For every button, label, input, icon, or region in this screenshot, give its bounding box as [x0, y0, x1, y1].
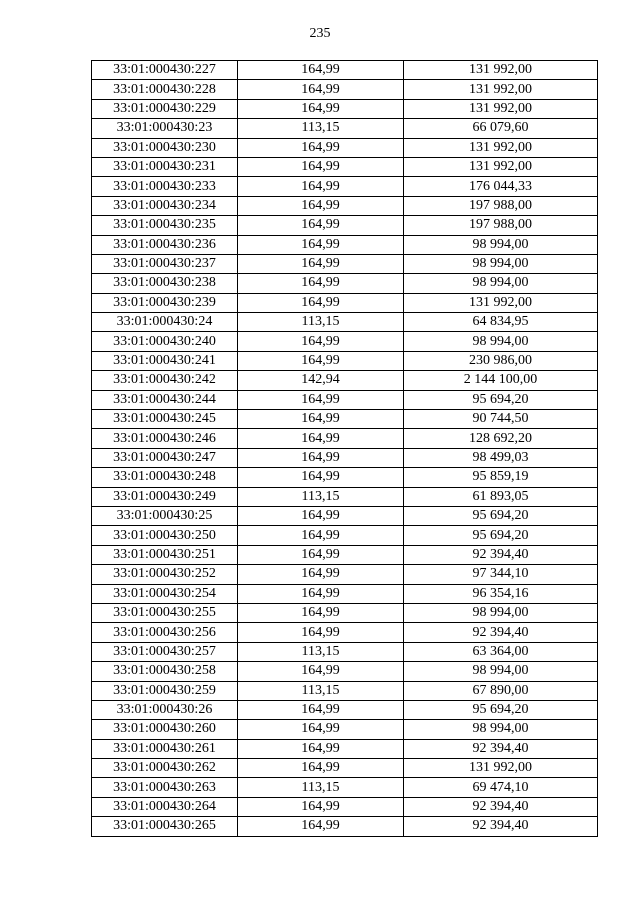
value-cell: 131 992,00 — [404, 80, 598, 99]
value-cell: 92 394,40 — [404, 817, 598, 836]
value-cell: 131 992,00 — [404, 138, 598, 157]
table-row — [92, 623, 598, 642]
value-cell: 131 992,00 — [404, 759, 598, 778]
cadastral-number-cell: 33:01:000430:257 — [92, 642, 238, 661]
rate-cell: 113,15 — [238, 487, 404, 506]
value-cell: 63 364,00 — [404, 642, 598, 661]
table-row — [92, 487, 598, 506]
cadastral-number-cell: 33:01:000430:23 — [92, 119, 238, 138]
value-cell: 92 394,40 — [404, 739, 598, 758]
table-row — [92, 759, 598, 778]
table-row — [92, 61, 598, 80]
table-row — [92, 681, 598, 700]
rate-cell: 164,99 — [238, 254, 404, 273]
value-cell: 95 694,20 — [404, 390, 598, 409]
table-row — [92, 235, 598, 254]
cadastral-number-cell: 33:01:000430:256 — [92, 623, 238, 642]
rate-cell: 164,99 — [238, 526, 404, 545]
page-number: 235 — [309, 26, 331, 41]
value-cell: 176 044,33 — [404, 177, 598, 196]
cadastral-number-cell: 33:01:000430:230 — [92, 138, 238, 157]
value-cell: 69 474,10 — [404, 778, 598, 797]
table-row — [92, 506, 598, 525]
table-row — [92, 351, 598, 370]
table-row — [92, 584, 598, 603]
cadastral-number-cell: 33:01:000430:231 — [92, 157, 238, 176]
rate-cell: 164,99 — [238, 351, 404, 370]
value-cell: 131 992,00 — [404, 293, 598, 312]
cadastral-number-cell: 33:01:000430:240 — [92, 332, 238, 351]
cadastral-number-cell: 33:01:000430:229 — [92, 99, 238, 118]
cadastral-number-cell: 33:01:000430:261 — [92, 739, 238, 758]
value-cell: 98 994,00 — [404, 662, 598, 681]
cadastral-number-cell: 33:01:000430:247 — [92, 448, 238, 467]
rate-cell: 164,99 — [238, 468, 404, 487]
cadastral-number-cell: 33:01:000430:262 — [92, 759, 238, 778]
table-row — [92, 119, 598, 138]
cadastral-number-cell: 33:01:000430:246 — [92, 429, 238, 448]
rate-cell: 142,94 — [238, 371, 404, 390]
cadastral-number-cell: 33:01:000430:239 — [92, 293, 238, 312]
data-table — [91, 60, 598, 837]
table-row — [92, 603, 598, 622]
rate-cell: 164,99 — [238, 603, 404, 622]
table-row — [92, 700, 598, 719]
cadastral-number-cell: 33:01:000430:25 — [92, 506, 238, 525]
value-cell: 66 079,60 — [404, 119, 598, 138]
cadastral-number-cell: 33:01:000430:263 — [92, 778, 238, 797]
value-cell: 98 994,00 — [404, 720, 598, 739]
rate-cell: 164,99 — [238, 80, 404, 99]
rate-cell: 164,99 — [238, 293, 404, 312]
table-row — [92, 739, 598, 758]
value-cell: 197 988,00 — [404, 196, 598, 215]
rate-cell: 164,99 — [238, 759, 404, 778]
cadastral-number-cell: 33:01:000430:24 — [92, 313, 238, 332]
value-cell: 97 344,10 — [404, 565, 598, 584]
value-cell: 95 694,20 — [404, 526, 598, 545]
table-row — [92, 332, 598, 351]
value-cell: 61 893,05 — [404, 487, 598, 506]
value-cell: 230 986,00 — [404, 351, 598, 370]
cadastral-number-cell: 33:01:000430:236 — [92, 235, 238, 254]
table-row — [92, 99, 598, 118]
table-row — [92, 390, 598, 409]
table-row — [92, 720, 598, 739]
table-row — [92, 216, 598, 235]
rate-cell: 164,99 — [238, 196, 404, 215]
table-row — [92, 371, 598, 390]
value-cell: 131 992,00 — [404, 157, 598, 176]
cadastral-number-cell: 33:01:000430:26 — [92, 700, 238, 719]
table-row — [92, 565, 598, 584]
rate-cell: 113,15 — [238, 119, 404, 138]
rate-cell: 113,15 — [238, 778, 404, 797]
value-cell: 92 394,40 — [404, 545, 598, 564]
table-row — [92, 662, 598, 681]
cadastral-number-cell: 33:01:000430:254 — [92, 584, 238, 603]
table-row — [92, 157, 598, 176]
value-cell: 95 859,19 — [404, 468, 598, 487]
table-row — [92, 138, 598, 157]
cadastral-number-cell: 33:01:000430:233 — [92, 177, 238, 196]
table-row — [92, 429, 598, 448]
table-row — [92, 797, 598, 816]
value-cell: 98 499,03 — [404, 448, 598, 467]
cadastral-number-cell: 33:01:000430:252 — [92, 565, 238, 584]
rate-cell: 164,99 — [238, 410, 404, 429]
rate-cell: 164,99 — [238, 448, 404, 467]
rate-cell: 164,99 — [238, 700, 404, 719]
rate-cell: 164,99 — [238, 61, 404, 80]
table-body — [92, 61, 598, 837]
rate-cell: 164,99 — [238, 506, 404, 525]
cadastral-number-cell: 33:01:000430:255 — [92, 603, 238, 622]
value-cell: 128 692,20 — [404, 429, 598, 448]
cadastral-number-cell: 33:01:000430:258 — [92, 662, 238, 681]
rate-cell: 164,99 — [238, 216, 404, 235]
table-row — [92, 177, 598, 196]
cadastral-number-cell: 33:01:000430:244 — [92, 390, 238, 409]
cadastral-number-cell: 33:01:000430:235 — [92, 216, 238, 235]
cadastral-number-cell: 33:01:000430:265 — [92, 817, 238, 836]
cadastral-number-cell: 33:01:000430:264 — [92, 797, 238, 816]
table-row — [92, 468, 598, 487]
value-cell: 98 994,00 — [404, 235, 598, 254]
cadastral-number-cell: 33:01:000430:234 — [92, 196, 238, 215]
table-row — [92, 448, 598, 467]
table-row — [92, 274, 598, 293]
rate-cell: 164,99 — [238, 545, 404, 564]
rate-cell: 164,99 — [238, 720, 404, 739]
value-cell: 95 694,20 — [404, 506, 598, 525]
rate-cell: 164,99 — [238, 99, 404, 118]
value-cell: 131 992,00 — [404, 61, 598, 80]
value-cell: 96 354,16 — [404, 584, 598, 603]
rate-cell: 164,99 — [238, 429, 404, 448]
table-row — [92, 80, 598, 99]
rate-cell: 113,15 — [238, 681, 404, 700]
rate-cell: 164,99 — [238, 390, 404, 409]
rate-cell: 164,99 — [238, 817, 404, 836]
value-cell: 2 144 100,00 — [404, 371, 598, 390]
rate-cell: 164,99 — [238, 623, 404, 642]
cadastral-number-cell: 33:01:000430:241 — [92, 351, 238, 370]
value-cell: 92 394,40 — [404, 797, 598, 816]
value-cell: 64 834,95 — [404, 313, 598, 332]
rate-cell: 164,99 — [238, 177, 404, 196]
value-cell: 67 890,00 — [404, 681, 598, 700]
cadastral-number-cell: 33:01:000430:228 — [92, 80, 238, 99]
cadastral-number-cell: 33:01:000430:227 — [92, 61, 238, 80]
value-cell: 90 744,50 — [404, 410, 598, 429]
table-row — [92, 545, 598, 564]
table-row — [92, 410, 598, 429]
rate-cell: 113,15 — [238, 642, 404, 661]
table-row — [92, 196, 598, 215]
cadastral-number-cell: 33:01:000430:251 — [92, 545, 238, 564]
cadastral-number-cell: 33:01:000430:259 — [92, 681, 238, 700]
value-cell: 95 694,20 — [404, 700, 598, 719]
cadastral-number-cell: 33:01:000430:245 — [92, 410, 238, 429]
value-cell: 98 994,00 — [404, 254, 598, 273]
cadastral-number-cell: 33:01:000430:249 — [92, 487, 238, 506]
value-cell: 92 394,40 — [404, 623, 598, 642]
rate-cell: 164,99 — [238, 797, 404, 816]
table-row — [92, 778, 598, 797]
cadastral-number-cell: 33:01:000430:237 — [92, 254, 238, 273]
value-cell: 197 988,00 — [404, 216, 598, 235]
table-row — [92, 293, 598, 312]
rate-cell: 164,99 — [238, 565, 404, 584]
rate-cell: 164,99 — [238, 274, 404, 293]
value-cell: 98 994,00 — [404, 332, 598, 351]
cadastral-number-cell: 33:01:000430:250 — [92, 526, 238, 545]
cadastral-number-cell: 33:01:000430:238 — [92, 274, 238, 293]
table-row — [92, 254, 598, 273]
table-row — [92, 642, 598, 661]
value-cell: 98 994,00 — [404, 274, 598, 293]
rate-cell: 164,99 — [238, 332, 404, 351]
rate-cell: 164,99 — [238, 662, 404, 681]
rate-cell: 164,99 — [238, 138, 404, 157]
rate-cell: 164,99 — [238, 739, 404, 758]
cadastral-number-cell: 33:01:000430:248 — [92, 468, 238, 487]
value-cell: 131 992,00 — [404, 99, 598, 118]
table-row — [92, 313, 598, 332]
rate-cell: 164,99 — [238, 235, 404, 254]
value-cell: 98 994,00 — [404, 603, 598, 622]
table-row — [92, 817, 598, 836]
table-row — [92, 526, 598, 545]
rate-cell: 164,99 — [238, 157, 404, 176]
cadastral-number-cell: 33:01:000430:242 — [92, 371, 238, 390]
rate-cell: 113,15 — [238, 313, 404, 332]
cadastral-number-cell: 33:01:000430:260 — [92, 720, 238, 739]
rate-cell: 164,99 — [238, 584, 404, 603]
